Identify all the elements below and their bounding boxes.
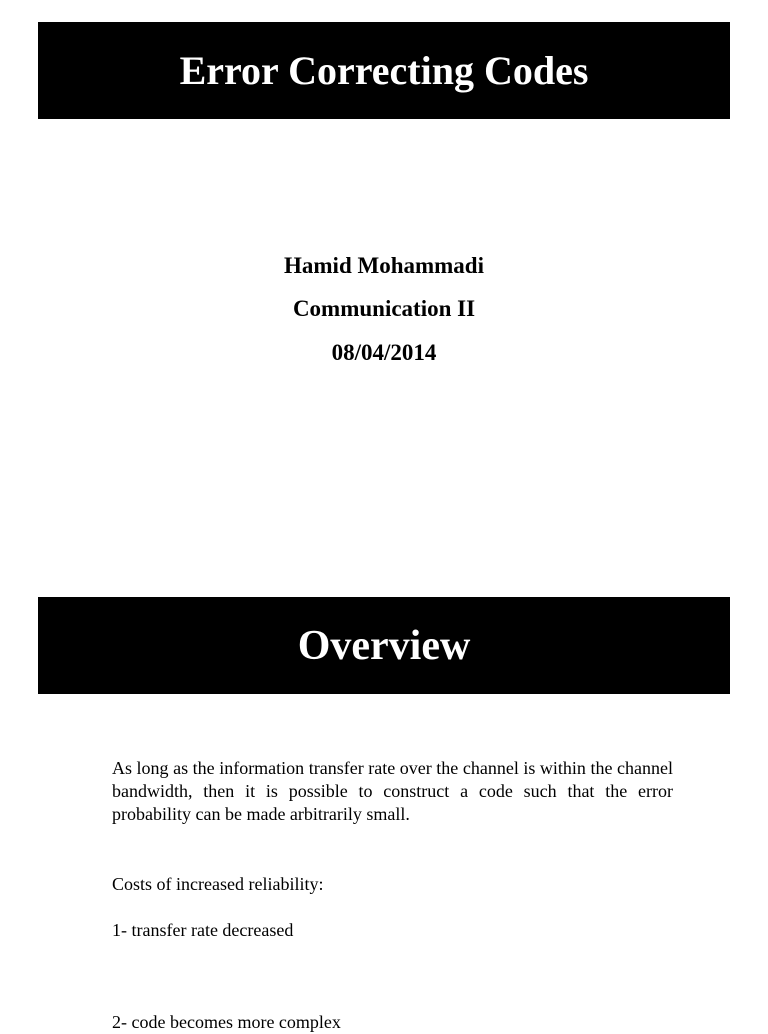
overview-paragraph: As long as the information transfer rate over the channel is within the channel bandwidth, then it is possible to construct a code such that the error probability can be made arbitrarily small. [112,758,673,824]
cost-list-item: 1- transfer rate decreased [112,920,294,940]
presentation-date: 08/04/2014 [331,340,437,365]
slide-title: Error Correcting Codes [179,48,589,93]
overview-slide-banner [38,597,730,694]
course-name: Communication II [292,296,476,321]
cost-list-item: 2- code becomes more complex [112,1012,341,1032]
overview-title: Overview [297,622,471,669]
title-slide-banner [38,22,730,119]
author-name: Hamid Mohammadi [284,253,484,278]
costs-heading: Costs of increased reliability: [112,874,324,894]
